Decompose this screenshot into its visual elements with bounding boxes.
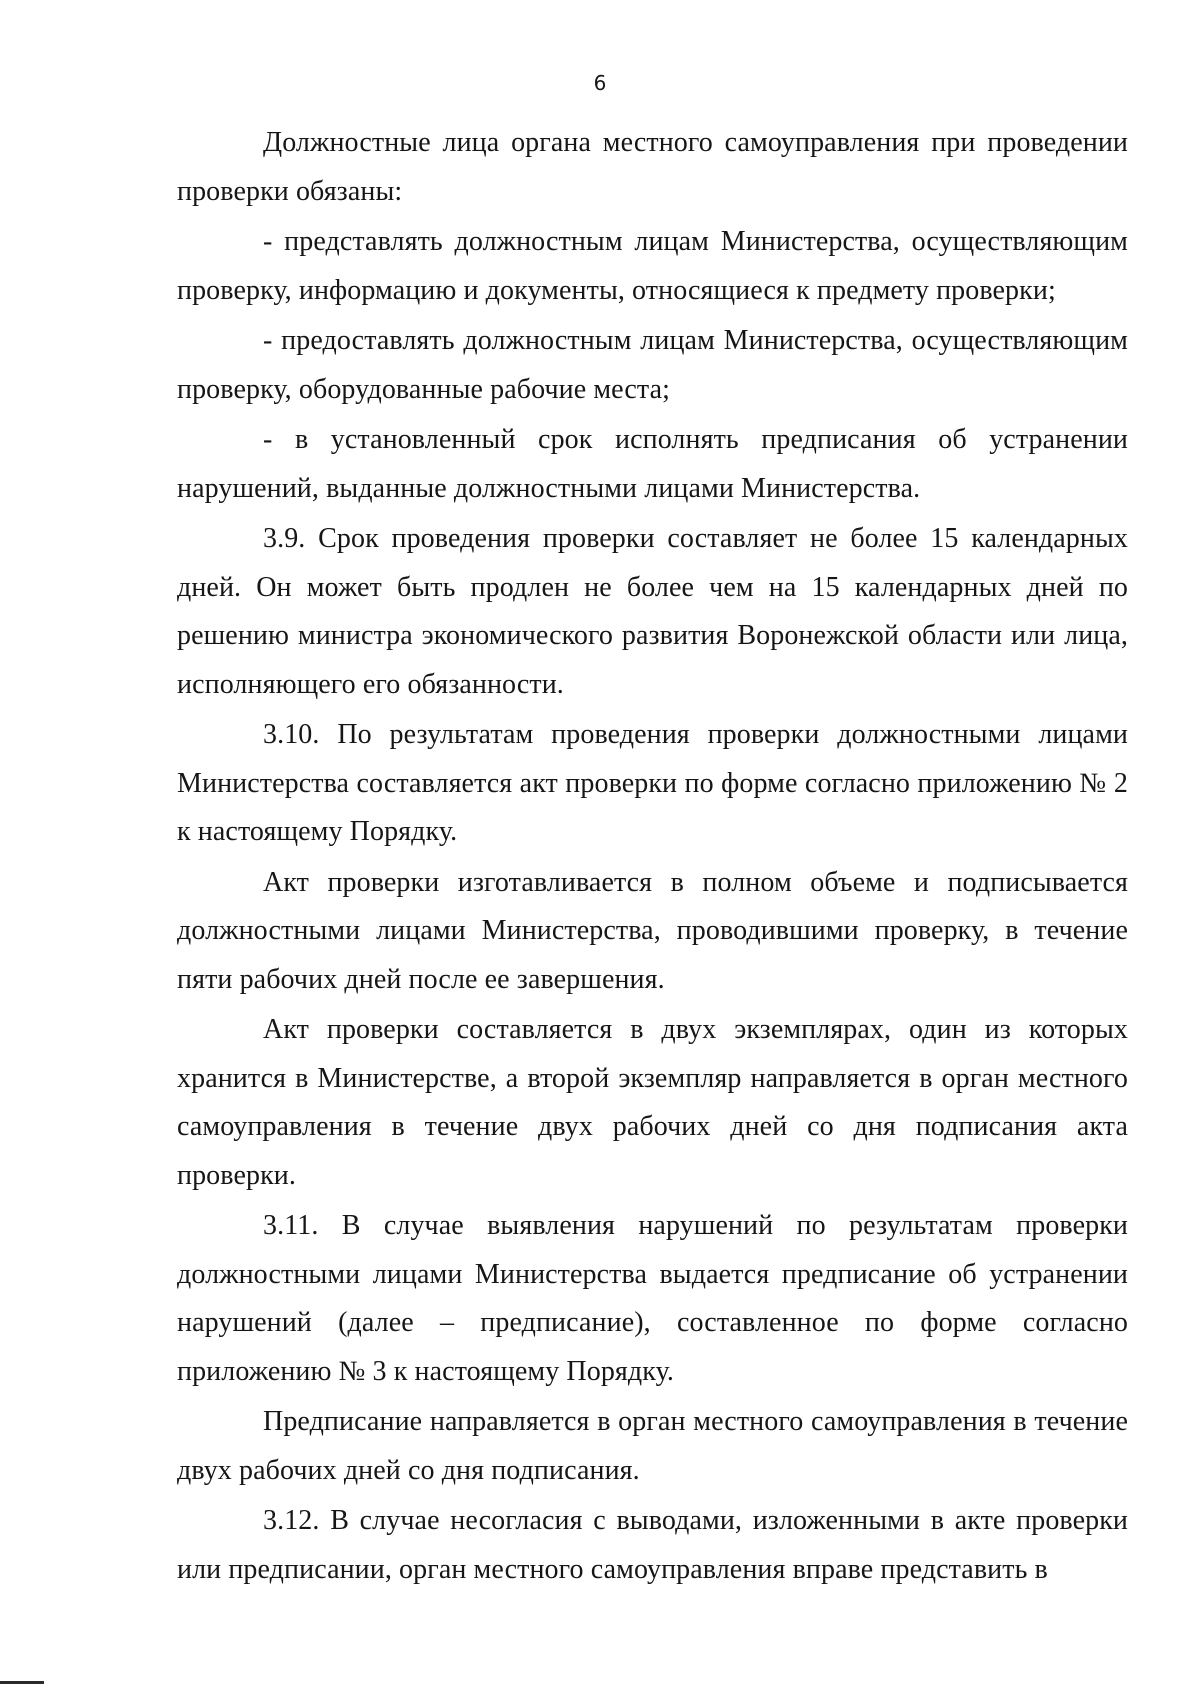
paragraph-3-9-inspection-term: 3.9. Срок проведения проверки составляет не более 15 календарных дней. Он может быть продлен не более чем на 15 календарных дней по решению министра экономического развития Воронежской области или лица, исполняющего его обязанности. xyxy=(177,523,1128,700)
paragraph-act-copies: Акт проверки составляется в двух экземплярах, один из которых хранится в Министерстве, а второй экземпляр направляется в орган местного самоуправления в течение двух рабочих дней со дня подписания акта проверки. xyxy=(177,1014,1128,1191)
paragraph-act-preparation: Акт проверки изготавливается в полном объеме и подписывается должностными лицами Министерства, проводившими проверку, в течение пяти рабочих дней после ее завершения. xyxy=(177,866,1128,995)
paragraph-order-delivery: Предписание направляется в орган местного самоуправления в течение двух рабочих дней со дня подписания. xyxy=(177,1406,1128,1486)
paragraph-provide-information: - представлять должностным лицам Министерства, осуществляющим проверку, информацию и документы, относящиеся к предмету проверки; xyxy=(177,226,1128,306)
document-body xyxy=(177,119,1128,1596)
paragraph-3-10-inspection-act: 3.10. По результатам проведения проверки должностными лицами Министерства составляется акт проверки по форме согласно приложению № 2 к настоящему Порядку. xyxy=(177,719,1128,847)
paragraph-execute-orders: - в установленный срок исполнять предписания об устранении нарушений, выданные должностными лицами Министерства. xyxy=(177,424,1128,504)
paragraph-provide-workplaces: - предоставлять должностным лицам Министерства, осуществляющим проверку, оборудованные рабочие места; xyxy=(177,325,1128,405)
paragraph-officials-obligations: Должностные лица органа местного самоуправления при проведении проверки обязаны: xyxy=(177,127,1128,207)
scan-edge-mark xyxy=(0,1681,44,1684)
page-number: 6 xyxy=(593,71,607,95)
paragraph-3-11-violations-order: 3.11. В случае выявления нарушений по результатам проверки должностными лицами Министерства выдается предписание об устранении нарушений (далее – предписание), составленное по форме согласно приложению № 3 к настоящему Порядку. xyxy=(177,1210,1128,1387)
paragraph-3-12-disagreement: 3.12. В случае несогласия с выводами, изложенными в акте проверки или предписании, орган местного самоуправления вправе представить в xyxy=(177,1505,1128,1585)
